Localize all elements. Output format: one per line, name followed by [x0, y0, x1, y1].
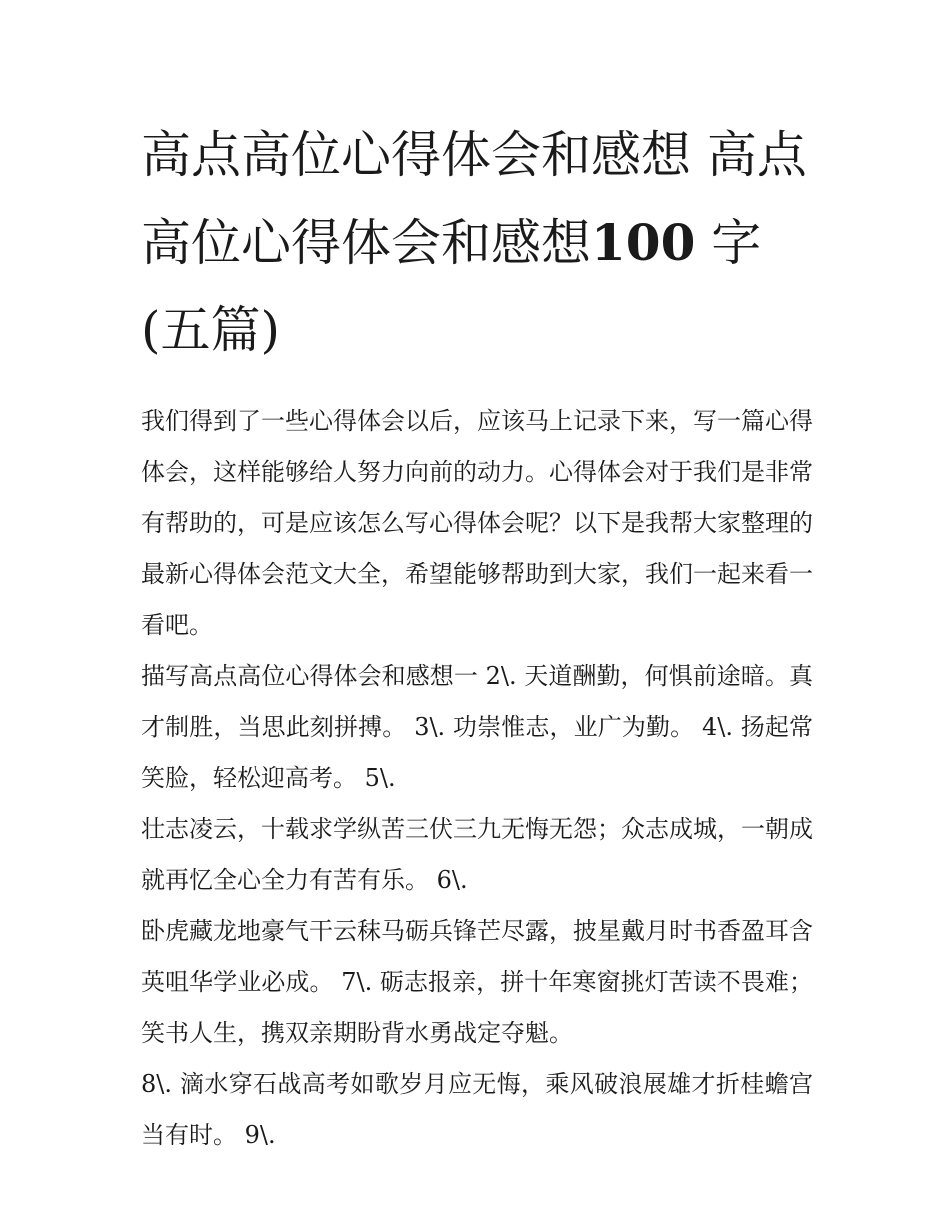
- title-number: 100: [591, 213, 696, 272]
- body-paragraph: 卧虎藏龙地豪气干云秣马砺兵锋芒尽露，披星戴月时书香盈耳含英咀华学业必成。 7\. 砺志报亲，拼十年寒窗挑灯苦读不畏难；笑书人生，携双亲期盼背水勇战定夺魁。: [141, 917, 813, 1047]
- title-text: 高点高位心得体会和感想 高点高位心得体会和感想: [141, 126, 807, 272]
- body-paragraph: 描写高点高位心得体会和感想一 2\. 天道酬勤，何惧前途暗。真才制胜，当思此刻拼搏。 3\. 功崇惟志，业广为勤。 4\. 扬起常笑脸，轻松迎高考。 5\.: [141, 662, 813, 792]
- body-paragraph: 壮志凌云，十载求学纵苦三伏三九无悔无怨；众志成城，一朝成就再忆全心全力有苦有乐。 6\.: [141, 815, 813, 894]
- body-paragraph: 8\. 滴水穿石战高考如歌岁月应无悔，乘风破浪展雄才折桂蟾宫当有时。 9\.: [141, 1070, 813, 1149]
- document-title: [141, 112, 813, 374]
- intro-paragraph: 我们得到了一些心得体会以后，应该马上记录下来，写一篇心得体会，这样能够给人努力向前的动力。心得体会对于我们是非常有帮助的，可是应该怎么写心得体会呢？以下是我帮大家整理的最新心得体会范文大全，希望能够帮助到大家，我们一起来看一看吧。: [141, 407, 813, 639]
- title-suffix: 字(五篇): [141, 214, 762, 359]
- document-page: [141, 112, 813, 1161]
